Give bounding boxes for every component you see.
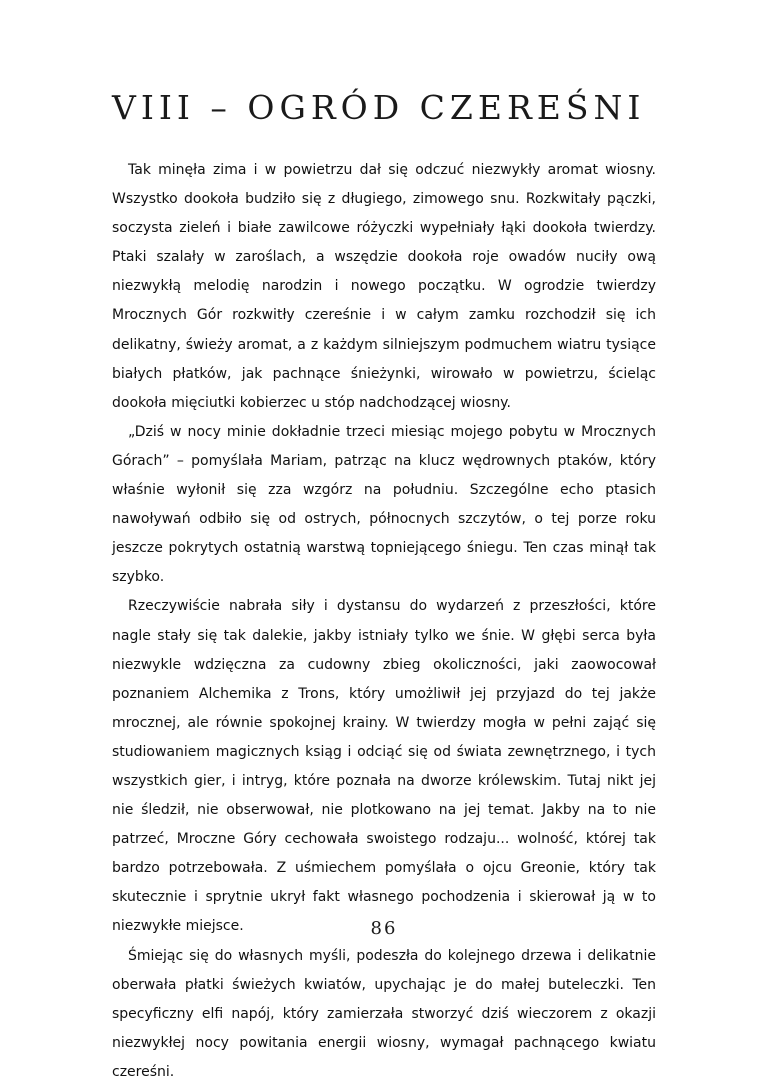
- paragraph: „Dziś w nocy minie dokładnie trzeci miesiąc mojego pobytu w Mrocznych Górach” – pomyślała Mariam, patrząc na klucz wędrownych ptaków, który właśnie wyłonił się zza wzgórz na południu. Szczególne echo ptasich nawoływań odbiło się od ostrych, północnych szczytów, o tej porze roku jeszcze pokrytych ostatnią warstwą topniejącego śniegu. Ten czas minął tak szybko.: [112, 423, 656, 586]
- chapter-title: VIII – OGRÓD CZEREŚNI: [112, 88, 646, 127]
- page-number: 86: [370, 918, 398, 939]
- paragraph: Śmiejąc się do własnych myśli, podeszła do kolejnego drzewa i delikatnie oberwała płatki świeżych kwiatów, upychając je do małej buteleczki. Ten specyficzny elfi napój, który zamierzała stworzyć dziś wieczorem z okazji niezwykłej nocy powitania energii wiosny, wymagał pachnącego kwiatu czereśni.: [112, 947, 656, 1080]
- paragraph: Tak minęła zima i w powietrzu dał się odczuć niezwykły aromat wiosny. Wszystko dookoła budziło się z długiego, zimowego snu. Rozkwitały pączki, soczysta zieleń i białe zawilcowe różyczki wypełniały łąki dookoła twierdzy. Ptaki szalały w zaroślach, a wszędzie dookoła roje owadów nuciły ową niezwykłą melodię narodzin i nowego początku. W ogrodzie twierdzy Mrocznych Gór rozkwitły czereśnie i w całym zamku rozchodził się ich delikatny, świeży aromat, a z każdym silniejszym podmuchem wiatru tysiące białych płatków, jak pachnące śnieżynki, wirowało w powietrzu, ścieląc dookoła mięciutki kobierzec u stóp nadchodzącej wiosny.: [112, 162, 656, 411]
- paragraph: Rzeczywiście nabrała siły i dystansu do wydarzeń z przeszłości, które nagle stały się tak dalekie, jakby istniały tylko we śnie. W głębi serca była niezwykle wdzięczna za cudowny zbieg okoliczności, jaki zaowocował poznaniem Alchemika z Trons, który umożliwił jej przyjazd do tej jakże mrocznej, ale równie spokojnej krainy. W twierdzy mogła w pełni zająć się studiowaniem magicznych ksiąg i odciąć się od świata zewnętrznego, i tych wszystkich gier, i intryg, które poznała na dworze królewskim. Tutaj nikt jej nie śledził, nie obserwował, nie plotkowano na jej temat. Jakby na to nie patrzeć, Mroczne Góry cechowała swoistego rodzaju... wolność, której tak bardzo potrzebowała. Z uśmiechem pomyślała o ojcu Greonie, który tak skutecznie i sprytnie ukrył fakt własnego pochodzenia i skierował ją w to niezwykłe miejsce.: [112, 598, 656, 935]
- chapter-body: [112, 156, 656, 1087]
